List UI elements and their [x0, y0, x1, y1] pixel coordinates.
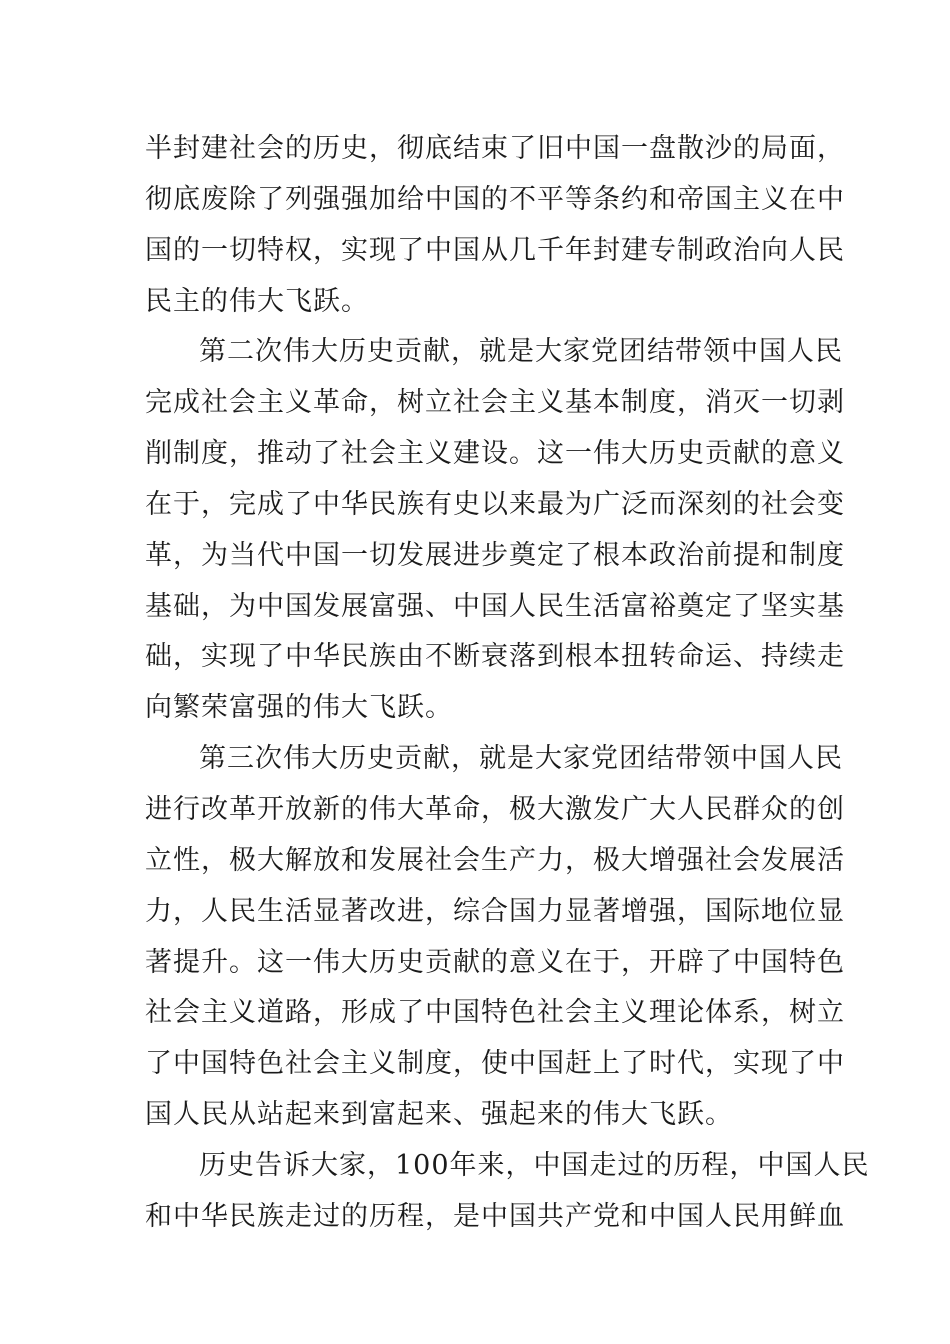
paragraph-start-line: 历史告诉大家，100年来，中国走过的历程，中国人民 [199, 1149, 870, 1181]
text-line: 立性，极大解放和发展社会生产力，极大增强社会发展活 [145, 844, 845, 876]
text-line: 进行改革开放新的伟大革命，极大激发广大人民群众的创 [145, 793, 845, 825]
text-line: 了中国特色社会主义制度，使中国赶上了时代，实现了中 [145, 1048, 845, 1080]
paragraph-start-line: 第三次伟大历史贡献，就是大家党团结带领中国人民 [199, 743, 843, 775]
text-line: 国的一切特权，实现了中国从几千年封建专制政治向人民 [145, 234, 845, 266]
text-line: 著提升。这一伟大历史贡献的意义在于，开辟了中国特色 [145, 946, 845, 978]
body-text [145, 124, 870, 1243]
text-line: 和中华民族走过的历程，是中国共产党和中国人民用鲜血 [145, 1200, 845, 1232]
text-line: 在于，完成了中华民族有史以来最为广泛而深刻的社会变 [145, 488, 845, 520]
text-line: 础，实现了中华民族由不断衰落到根本扭转命运、持续走 [145, 641, 845, 673]
text-line: 削制度，推动了社会主义建设。这一伟大历史贡献的意义 [145, 438, 845, 470]
text-line: 向繁荣富强的伟大飞跃。 [145, 692, 453, 724]
text-line: 彻底废除了列强强加给中国的不平等条约和帝国主义在中 [145, 183, 845, 215]
text-line: 完成社会主义革命，树立社会主义基本制度，消灭一切剥 [145, 387, 845, 419]
paragraph-start-line: 第二次伟大历史贡献，就是大家党团结带领中国人民 [199, 336, 843, 368]
text-line: 半封建社会的历史，彻底结束了旧中国一盘散沙的局面， [145, 133, 845, 164]
text-line: 民主的伟大飞跃。 [145, 285, 369, 317]
text-line: 社会主义道路，形成了中国特色社会主义理论体系，树立 [145, 997, 845, 1029]
text-line: 革，为当代中国一切发展进步奠定了根本政治前提和制度 [145, 539, 845, 571]
text-line: 国人民从站起来到富起来、强起来的伟大飞跃。 [145, 1099, 733, 1131]
text-line: 基础，为中国发展富强、中国人民生活富裕奠定了坚实基 [145, 590, 845, 622]
text-line: 力，人民生活显著改进，综合国力显著增强，国际地位显 [145, 895, 845, 927]
